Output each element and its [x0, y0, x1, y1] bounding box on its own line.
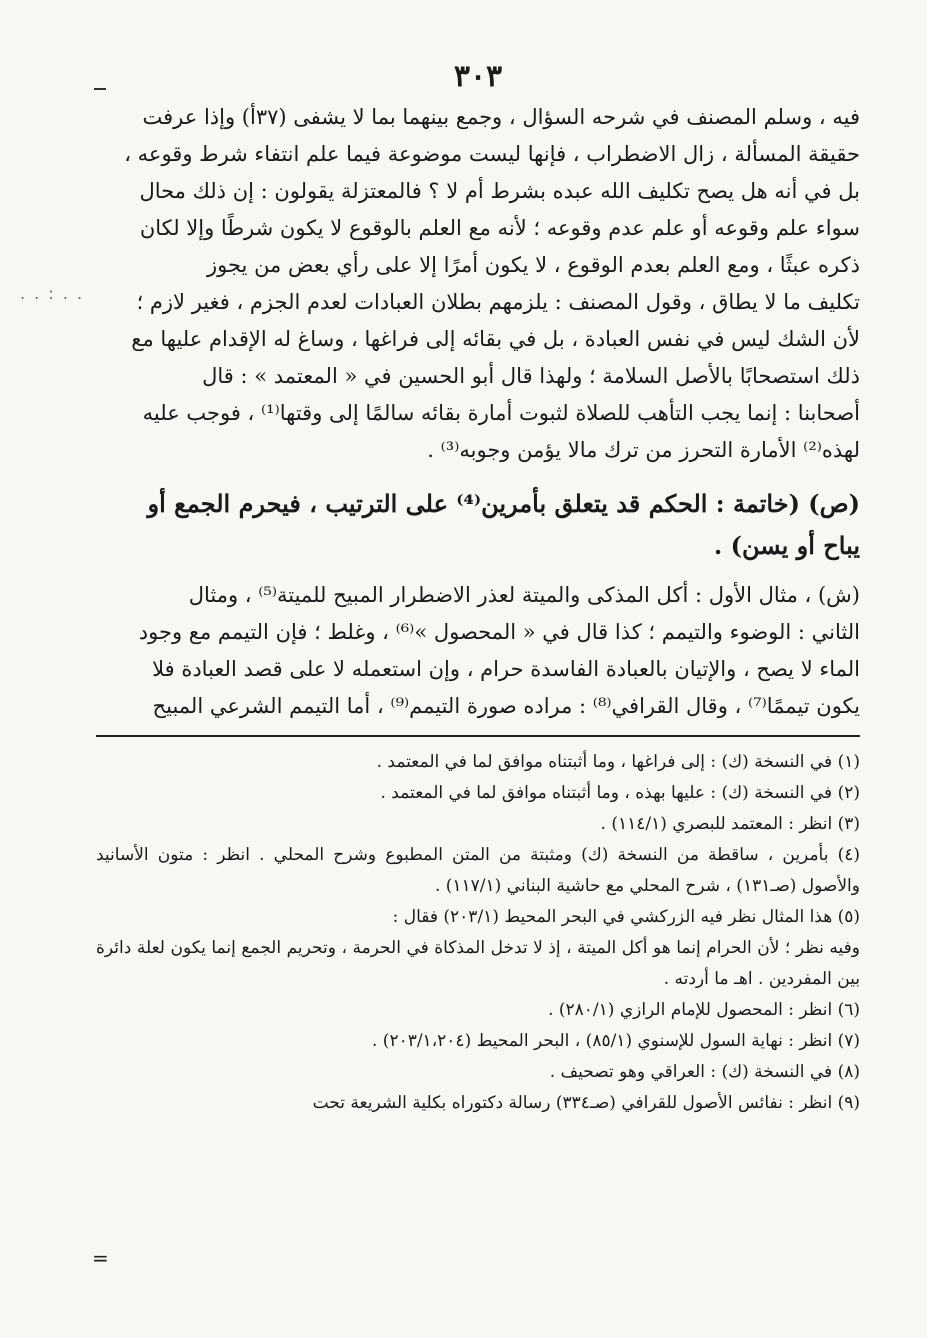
text-line: أصحابنا : إنما يجب التأهب للصلاة لثبوت أمارة بقائه سالمًا إلى وقتها⁽¹⁾ ، فوجب عليه: [142, 401, 860, 425]
conclusion-heading: [96, 483, 860, 567]
text-line: ذلك استصحابًا بالأصل السلامة ؛ ولهذا قال أبو الحسين في « المعتمد » : قال: [202, 364, 860, 388]
text-line: الثاني : الوضوء والتيمم ؛ كذا قال في « المحصول »⁽⁶⁾ ، وغلط ؛ فإن التيمم مع وجود: [138, 620, 860, 644]
text-line: يكون تيممًا⁽⁷⁾ ، وقال القرافي⁽⁸⁾ : مراده صورة التيمم⁽⁹⁾ ، أما التيمم الشرعي المبيح: [152, 694, 860, 718]
text-line: الماء لا يصح ، والإتيان بالعبادة الفاسدة حرام ، وإن استعمله لا على قصد العبادة فلا: [152, 657, 860, 681]
text-line: تكليف ما لا يطاق ، وقول المصنف : يلزمهم بطلان العبادات لعدم الجزم ، فغير لازم ؛: [136, 290, 860, 314]
margin-dots: . . : . .: [20, 284, 85, 303]
footnote: (٦) انظر : المحصول للإمام الرازي (٢٨٠/١) .: [548, 1000, 860, 1020]
footnote: (٤) بأمرين ، ساقطة من النسخة (ك) ومثبتة من المتن المطبوع وشرح المحلي . انظر : متون الأسانيد والأصول (صـ١٣١) ، شرح المحلي مع حاشية البناني (١١٧/١) .: [96, 845, 860, 896]
text-line: حقيقة المسألة ، زال الاضطراب ، فإنها ليست موضوعة فيما علم انتفاء شرط وقوعه ،: [124, 142, 860, 166]
footnote: (٥) هذا المثال نظر فيه الزركشي في البحر المحيط (٢٠٣/١) فقال :: [392, 907, 860, 927]
text-line: لهذه⁽²⁾ الأمارة التحرز من ترك مالا يؤمن وجوبه⁽³⁾ .: [427, 438, 860, 462]
text-line: لأن الشك ليس في نفس العبادة ، بل في بقائه إلى فراغها ، وساغ له الإقدام عليها مع: [131, 327, 860, 351]
main-paragraph: [96, 99, 860, 469]
text-line: بل في أنه هل يصح تكليف الله عبده بشرط أم لا ؟ فالمعتزلة يقولون : إن ذلك محال: [139, 179, 860, 203]
footnote: (٧) انظر : نهاية السول للإسنوي (٨٥/١) ، البحر المحيط (٢٠٣/١،٢٠٤) .: [371, 1031, 860, 1051]
commentary-paragraph: [96, 577, 860, 725]
footnote-continuation: وفيه نظر ؛ لأن الحرام إنما هو أكل الميتة ، إذ لا تدخل المذكاة في الحرمة ، وتحريم الجمع إنما يكون لعلة دائرة بين المفردين . اهـ ما أردته .: [96, 938, 860, 989]
text-line: سواء علم وقوعه أو علم عدم وقوعه ؛ لأنه مع العلم بالوقوع لا يكون شرطًا وإلا لكان: [139, 216, 860, 240]
text-line: (ش) ، مثال الأول : أكل المذكى والميتة لعذر الاضطرار المبيح للميتة⁽⁵⁾ ، ومثال: [188, 583, 860, 607]
text-line: ذكره عبثًا ، ومع العلم بعدم الوقوع ، لا يكون أمرًا إلا على رأي بعض من يجوز: [207, 253, 860, 277]
heading-line: (ص) (خاتمة : الحكم قد يتعلق بأمرين⁽⁴⁾ على الترتيب ، فيحرم الجمع أو: [147, 489, 860, 518]
footnote-divider: [96, 735, 860, 737]
footnote: (٨) في النسخة (ك) : العراقي وهو تصحيف .: [549, 1062, 860, 1082]
footnote: (٣) انظر : المعتمد للبصري (١١٤/١) .: [600, 814, 860, 834]
footnote: (٩) انظر : نفائس الأصول للقرافي (صـ٣٣٤) رسالة دكتوراه بكلية الشريعة تحت: [312, 1093, 860, 1113]
text-line: فيه ، وسلم المصنف في شرحه السؤال ، وجمع بينهما بما لا يشفى (٣٧أ) وإذا عرفت: [142, 105, 860, 129]
margin-mark: =: [92, 1246, 109, 1270]
page-number: ٣٠٣: [453, 59, 503, 94]
footnote: (١) في النسخة (ك) : إلى فراغها ، وما أثبتناه موافق لما في المعتمد .: [376, 752, 860, 772]
document-page: [96, 60, 860, 1119]
heading-line: يباح أو يسن) .: [713, 531, 860, 560]
footnotes-list: [96, 747, 860, 1119]
footnote: (٢) في النسخة (ك) : عليها بهذه ، وما أثبتناه موافق لما في المعتمد .: [380, 783, 860, 803]
